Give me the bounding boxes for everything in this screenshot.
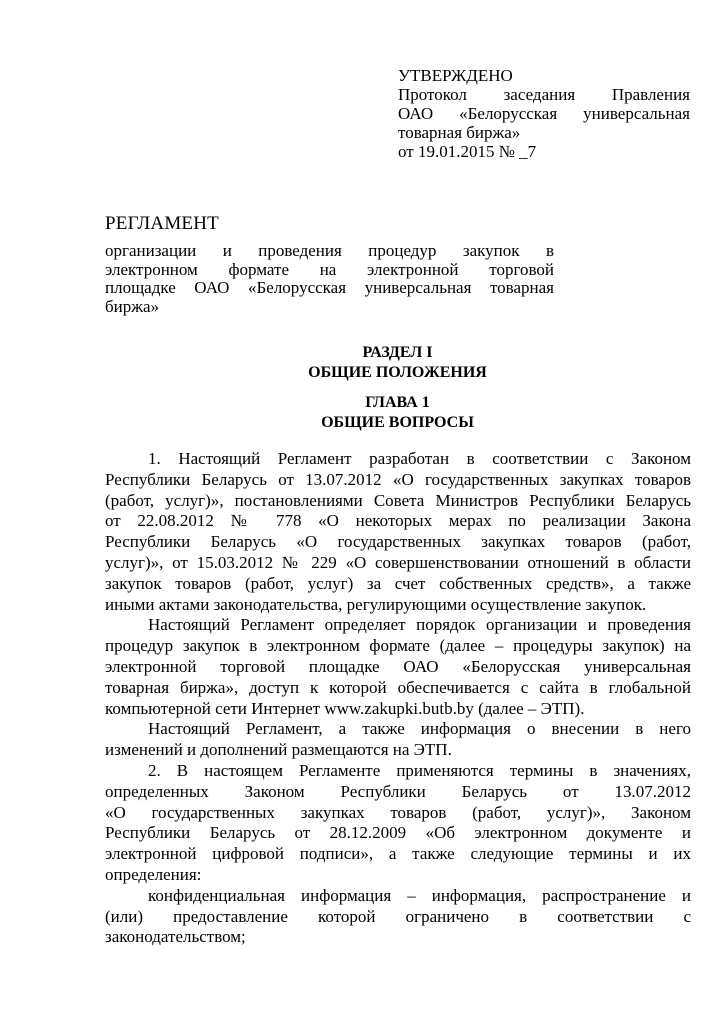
section-label: РАЗДЕЛ I [362,344,433,361]
subtitle-line: электронном формате на электронной торговой [105,259,554,279]
text-line: законодательством; [105,927,246,947]
text-line: Республики Беларусь от 13.07.2012 «О государственных закупках товаров [105,469,691,489]
chapter-label: ГЛАВА 1 [365,394,430,411]
text-line: «О государственных закупках товаров (работ, услуг)», Законом [105,802,691,822]
text-line: 2. В настоящем Регламенте применяются термины в значениях, [148,760,691,780]
text-line: Настоящий Регламент определяет порядок организации и проведения [148,615,691,635]
chapter-heading [105,393,690,433]
section-title: ОБЩИЕ ПОЛОЖЕНИЯ [308,364,487,381]
text-line: 1. Настоящий Регламент разработан в соответствии с Законом [148,449,691,468]
text-line: определения: [105,864,202,884]
text-line: электронной цифровой подписи», а также следующие термины и их [105,844,691,864]
text-line: Республики Беларусь «О государственных закупках товаров (работ, [105,532,691,552]
text-line: закупок товаров (работ, услуг) за счет собственных средств», а также [105,573,691,593]
paragraph [105,761,691,886]
text-line: процедур закупок в электронном формате (далее – процедуры закупок) на [105,636,691,656]
text-line: электронной торговой площадке ОАО «Белорусская универсальная [105,656,691,676]
text-line: (или) предоставление которой ограничено в соответствии с [105,906,691,926]
text-line: от 22.08.2012 № 778 «О некоторых мерах по реализации Закона [105,511,691,531]
text-line: Настоящий Регламент, а также информация о внесении в него [148,719,691,739]
text-line: изменений и дополнений размещаются на ЭТП. [105,740,452,760]
chapter-title: ОБЩИЕ ВОПРОСЫ [321,414,474,431]
subtitle-line: площадке ОАО «Белорусская универсальная товарная [105,278,554,297]
approval-line: Протокол заседания Правления [398,85,690,104]
subtitle-line: организации и проведения процедур закупок в [105,241,554,260]
paragraph [105,886,691,948]
document-title: РЕГЛАМЕНТ [105,213,219,234]
text-line: услуг)», от 15.03.2012 № 229 «О совершенствовании отношений в области [105,552,691,572]
text-line: определенных Законом Республики Беларусь от 13.07.2012 [105,781,691,801]
subtitle-line: биржа» [105,296,160,316]
paragraph [105,449,691,615]
approval-date: от 19.01.2015 № _7 [398,142,537,161]
paragraph [105,719,691,761]
approval-title: УТВЕРЖДЕНО [398,66,513,85]
text-line: Республики Беларусь от 28.12.2009 «Об электронном документе и [105,823,691,843]
paragraph [105,615,691,719]
section-heading [105,343,690,383]
approval-stamp [398,66,690,161]
approval-line: товарная биржа» [398,123,521,142]
document-body [105,449,691,948]
text-line: товарная биржа», доступ к которой обеспечивается с сайта в глобальной [105,677,691,697]
text-line: иными актами законодательства, регулирующими осуществление закупок. [105,594,647,614]
text-line: конфиденциальная информация – информация, распространение и [148,885,691,905]
document-subtitle [105,242,554,316]
text-line: компьютерной сети Интернет www.zakupki.butb.by (далее – ЭТП). [105,698,585,718]
text-line: (работ, услуг)», постановлениями Совета Министров Республики Беларусь [105,490,691,510]
approval-line: ОАО «Белорусская универсальная [398,104,690,123]
